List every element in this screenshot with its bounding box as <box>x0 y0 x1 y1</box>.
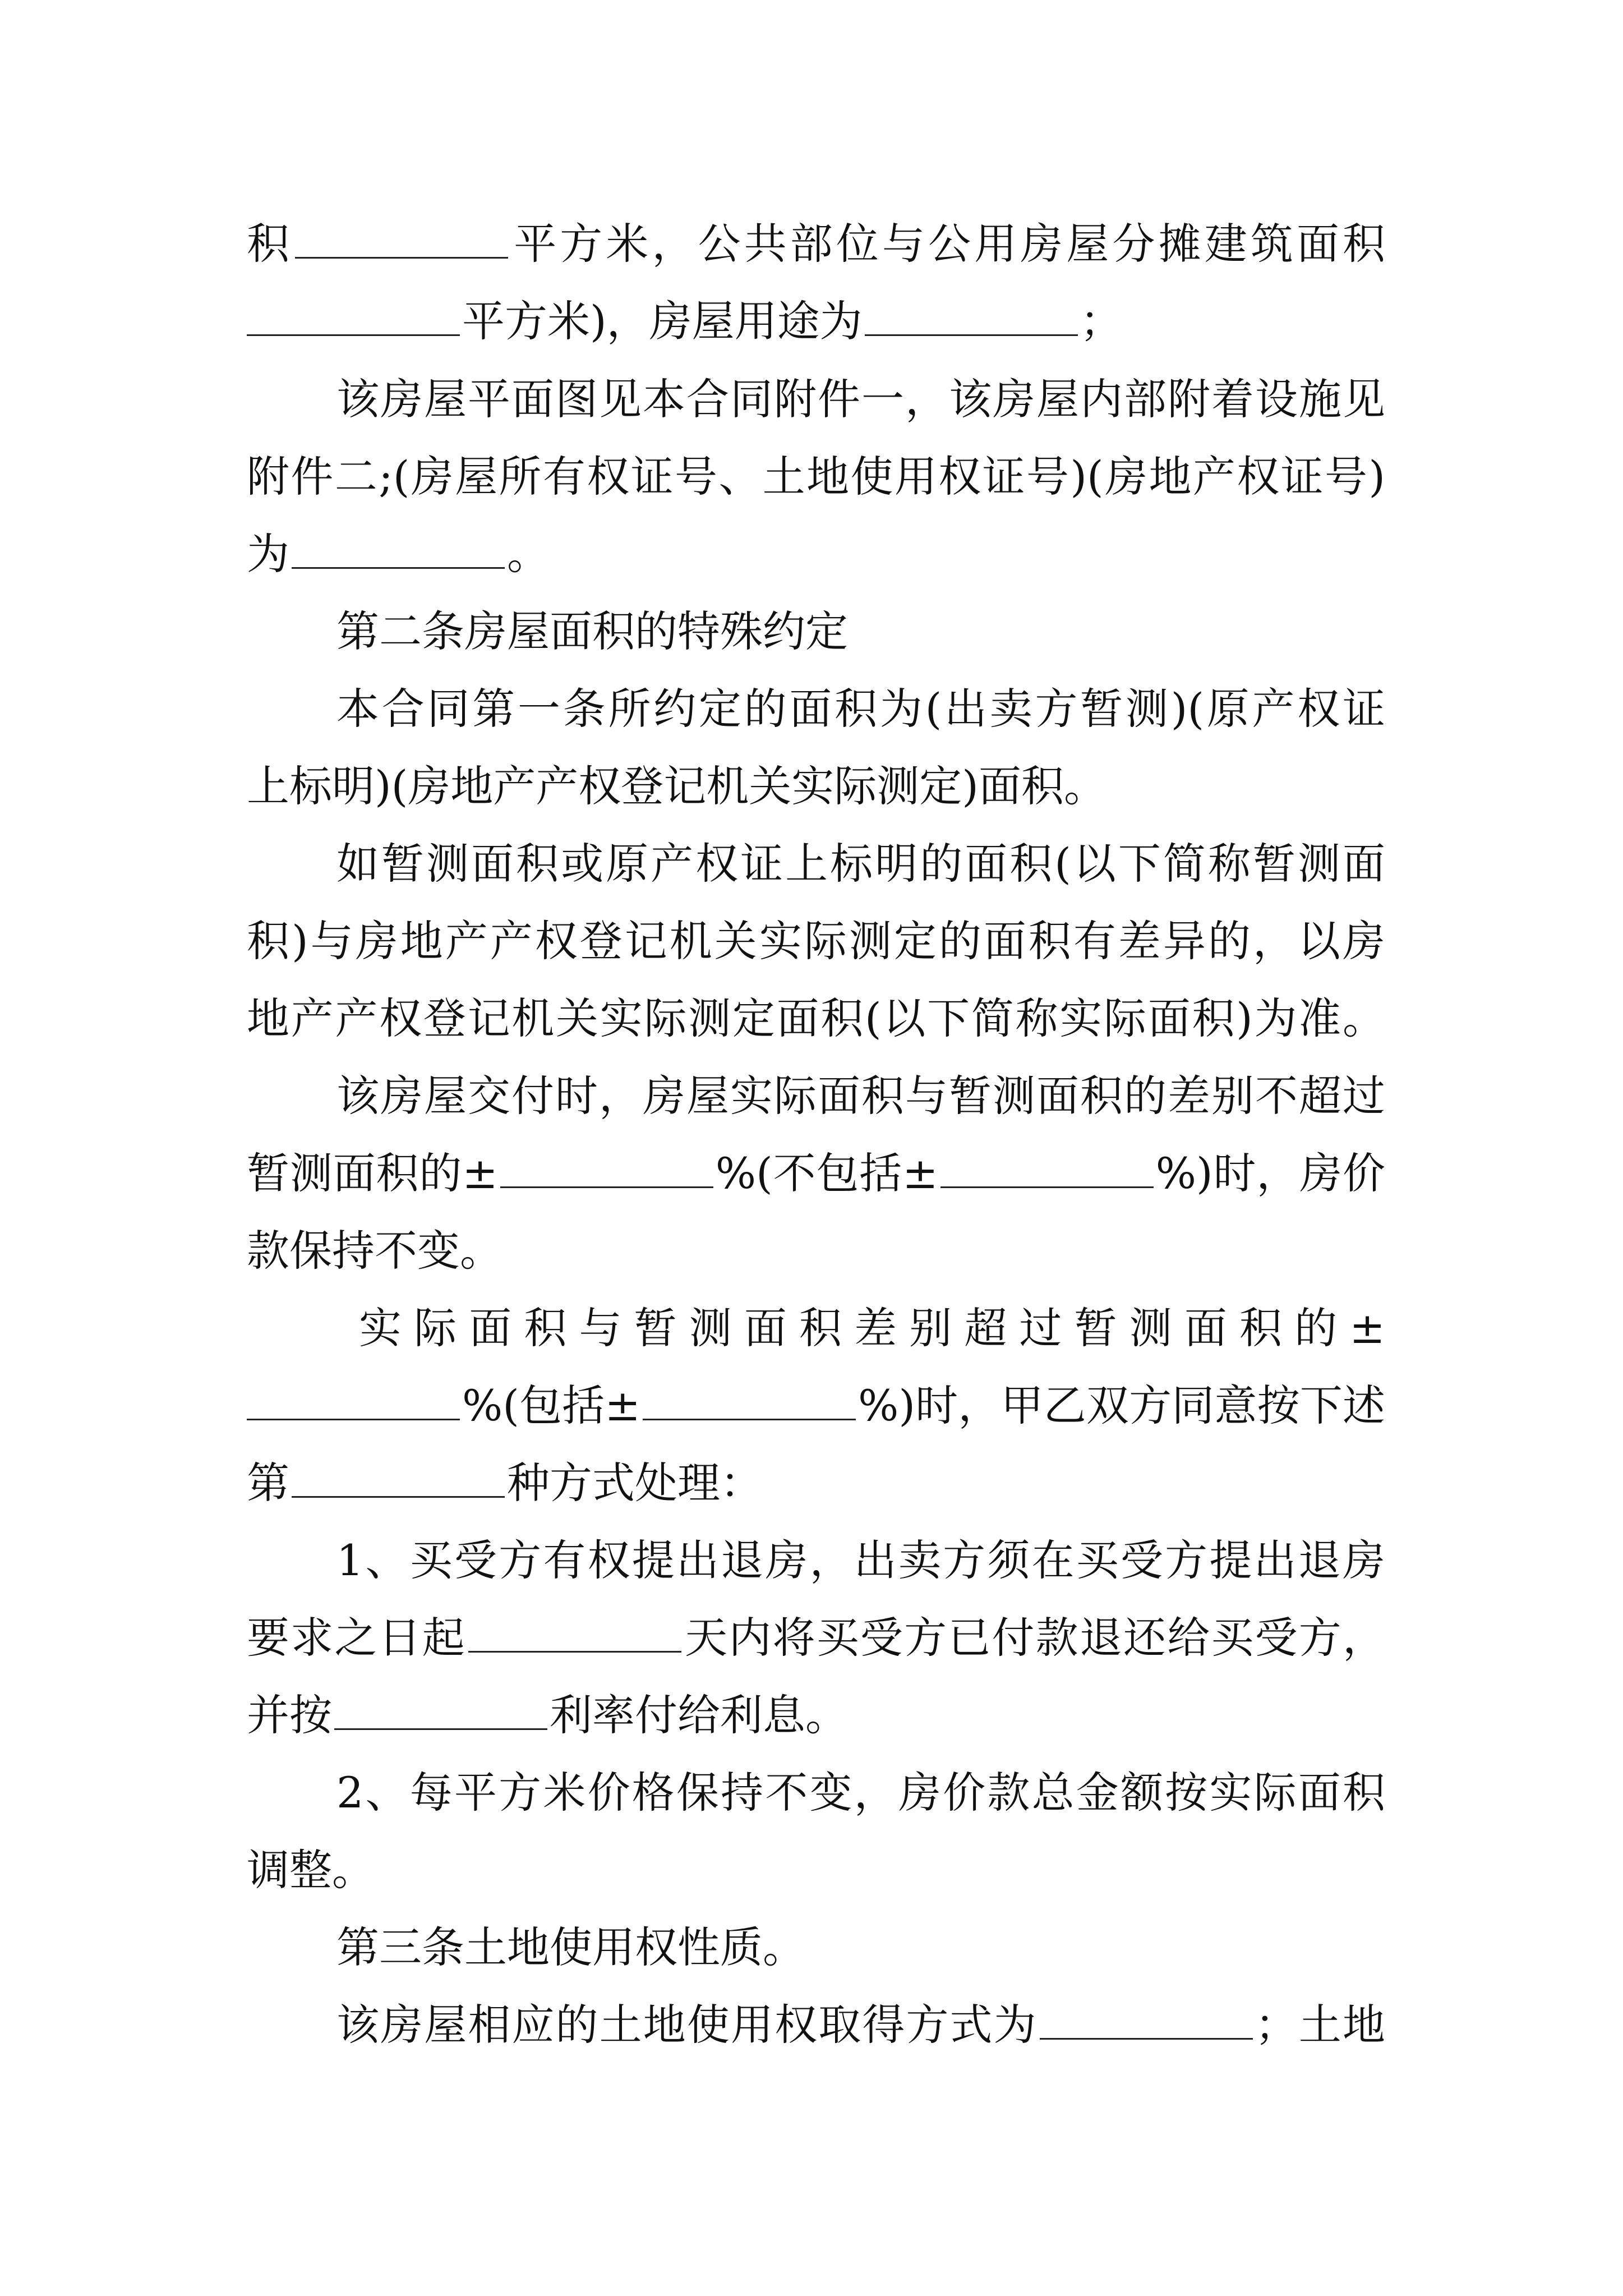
text-line: 附件二;(房屋所有权证号、土地使用权证号)(房地产权证号) <box>247 452 1385 501</box>
text-line: 本合同第一条所约定的面积为(出卖方暂测)(原产权证 <box>336 684 1385 734</box>
section-heading: 第三条土地使用权性质。 <box>336 1922 805 1972</box>
text-line: 上标明)(房地产产权登记机关实际测定)面积。 <box>247 761 1106 811</box>
text-line: 平方米)，房屋用途为 ； <box>247 293 1385 349</box>
text-line: 调整。 <box>247 1845 375 1895</box>
section-heading: 第二条房屋面积的特殊约定 <box>336 606 848 656</box>
text-line: 如暂测面积或原产权证上标明的面积(以下简称暂测面 <box>336 839 1385 889</box>
blank-field[interactable] <box>292 532 505 569</box>
text-line: 2、每平方米价格保持不变，房价款总金额按实际面积 <box>336 1768 1385 1818</box>
blank-field[interactable] <box>865 300 1078 336</box>
blank-field[interactable] <box>295 222 508 259</box>
text-line: 款保持不变。 <box>247 1226 502 1276</box>
blank-field[interactable] <box>247 1384 460 1420</box>
blank-field[interactable] <box>334 1694 547 1730</box>
blank-field[interactable] <box>247 300 460 336</box>
blank-field[interactable] <box>1040 2003 1253 2040</box>
text-line: 要求之日起 天内将买受方已付款退还给买受方， <box>247 1613 1385 1663</box>
text-line: 积 平方米，公共部位与公用房屋分摊建筑面积 <box>247 219 1385 269</box>
text-line: 为 。 <box>247 529 550 579</box>
text-line: 1、买受方有权提出退房，出卖方须在买受方提出退房 <box>336 1535 1385 1585</box>
text-line: 第 种方式处理： <box>247 1458 763 1508</box>
text-line: 该房屋交付时，房屋实际面积与暂测面积的差别不超过 <box>336 1071 1385 1121</box>
blank-field[interactable] <box>500 1152 713 1188</box>
text-line: %(包括± %)时，甲乙双方同意按下述 <box>247 1378 1385 1434</box>
text-line: 暂测面积的± %(不包括± %)时，房价 <box>247 1148 1385 1198</box>
blank-field[interactable] <box>468 1616 681 1653</box>
text-line: 该房屋平面图见本合同附件一，该房屋内部附着设施见 <box>336 374 1385 424</box>
blank-field[interactable] <box>643 1384 856 1420</box>
text-line: 该房屋相应的土地使用权取得方式为 ；土地 <box>336 2000 1385 2050</box>
blank-field[interactable] <box>940 1152 1154 1188</box>
text-line: 并按 利率付给利息。 <box>247 1690 848 1740</box>
text-line: 实际面积与暂测面积差别超过暂测面积的± <box>359 1303 1385 1353</box>
text-line: 积)与房地产产权登记机关实际测定的面积有差异的，以房 <box>247 916 1385 966</box>
blank-field[interactable] <box>292 1461 505 1498</box>
text-line: 地产产权登记机关实际测定面积(以下简称实际面积)为准。 <box>247 993 1385 1043</box>
